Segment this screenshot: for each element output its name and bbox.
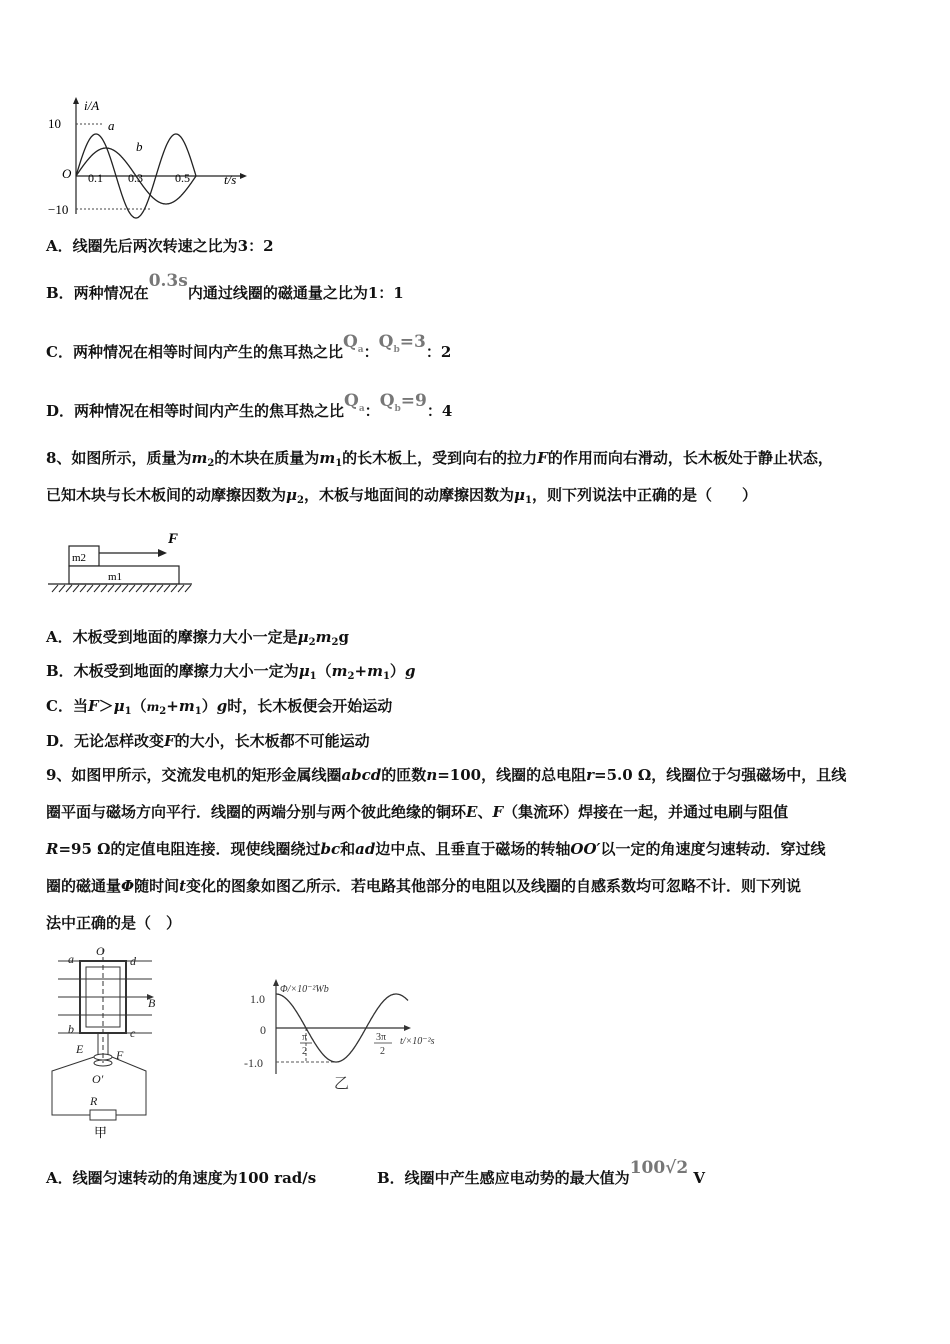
- x-tick-label: 0.3: [128, 171, 143, 185]
- text: 的匝数: [381, 766, 427, 784]
- y-zero-label: 0: [260, 1023, 266, 1037]
- text: B．木板受到地面的摩擦力大小一定为: [46, 662, 299, 680]
- text: C．当: [46, 697, 88, 715]
- q7-d-colon: ：: [364, 402, 380, 420]
- q9-option-b: [377, 1158, 706, 1188]
- x-tick-label: 0.5: [175, 171, 190, 185]
- var-g: g: [338, 628, 349, 646]
- q7-c-sub-b: b: [393, 345, 400, 355]
- sub: 2: [331, 637, 339, 648]
- var: F: [492, 803, 504, 821]
- q9-stem-line-3: [46, 839, 825, 859]
- var: r: [586, 766, 595, 784]
- q8-option-d: [46, 731, 370, 751]
- q8-stem-line-1: [46, 448, 833, 474]
- current-time-graph: [48, 96, 248, 222]
- curve-b-label: b: [136, 139, 143, 154]
- sub: 1: [335, 458, 343, 469]
- var-f: F: [164, 732, 175, 750]
- q7-c-qb: Q: [378, 332, 394, 352]
- var-mu: μ: [286, 486, 297, 504]
- var-mu: μ: [297, 628, 309, 646]
- x-tick-1-den: 2: [302, 1046, 307, 1057]
- label-o: O: [96, 945, 105, 958]
- q9-stem-line-2: [46, 802, 788, 822]
- label-a: a: [68, 952, 74, 966]
- q7-option-d: [46, 391, 453, 429]
- text: =95 Ω的定值电阻连接．现使线圈绕过: [58, 840, 321, 858]
- text: V: [693, 1169, 706, 1187]
- text: ）: [201, 697, 217, 715]
- x-tick-label: 0.1: [88, 171, 103, 185]
- q9-stem-line-5: 法中正确的是（ ）: [46, 914, 182, 932]
- var-mu: μ: [513, 486, 525, 504]
- text: 随时间: [134, 877, 180, 895]
- x-axis-label: t/s: [224, 172, 237, 187]
- label-o-prime: O′: [92, 1072, 104, 1086]
- sub: 1: [382, 671, 390, 682]
- var-f: F: [537, 449, 548, 467]
- var-m: m: [178, 697, 195, 715]
- y-min-label: −10: [48, 202, 69, 217]
- text: （集流环）焊接在一起，并通过电刷与阻值: [503, 803, 789, 821]
- text: 的作用而向右滑动，长木板处于静止状态，: [547, 449, 833, 467]
- text: B．线圈中产生感应电动势的最大值为: [377, 1169, 630, 1187]
- var: E: [466, 803, 478, 821]
- q8-stem-line-2: [46, 485, 757, 511]
- var-g: g: [216, 697, 228, 715]
- q7-d-qb: Q: [379, 391, 395, 411]
- label-f: F: [116, 1048, 124, 1062]
- text: 、: [477, 803, 493, 821]
- label-r: R: [90, 1094, 98, 1108]
- label-e: E: [76, 1042, 84, 1056]
- text: 8、如图所示，质量为: [46, 449, 192, 467]
- q7-c-colon: ：: [363, 343, 379, 361]
- label-b-field: B: [148, 996, 156, 1010]
- curve-a-label: a: [108, 118, 115, 133]
- q7-option-c: [46, 332, 452, 370]
- sub: 2: [308, 637, 316, 648]
- var-m: m: [367, 662, 383, 680]
- q7-d-sub-b: b: [394, 404, 401, 414]
- text: 的木块在质量为: [214, 449, 320, 467]
- var-g: g: [404, 662, 416, 680]
- q7-b-text-post: 内通过线圈的磁通量之比为1：1: [187, 284, 404, 302]
- text: 的大小，长木板都不可能运动: [174, 732, 370, 750]
- var-m: m: [319, 449, 336, 467]
- origin-label: O: [62, 166, 72, 181]
- q7-d-text-post: ：4: [426, 402, 453, 420]
- text: =5.0 Ω，线圈位于匀强磁场中，且线: [594, 766, 847, 784]
- q9-b-formula: 100√2: [629, 1158, 689, 1178]
- var-m: m: [191, 449, 208, 467]
- text: 圈平面与磁场方向平行．线圈的两端分别与两个彼此绝缘的铜环: [46, 803, 467, 821]
- text: 边中点、且垂直于磁场的转轴: [375, 840, 571, 858]
- var: Φ: [121, 877, 135, 895]
- var: R: [46, 840, 59, 858]
- var-m: m: [315, 628, 332, 646]
- x-axis-label: t/×10⁻²s: [400, 1036, 435, 1047]
- force-label: F: [168, 531, 179, 547]
- var: n: [426, 766, 438, 784]
- q8-option-c: [46, 696, 392, 722]
- y-bottom-label: -1.0: [244, 1056, 263, 1070]
- text: 和: [340, 840, 356, 858]
- q9-stem-line-1: [46, 765, 846, 785]
- var-mu: μ: [113, 697, 125, 715]
- figure-caption-yi: 乙: [334, 1076, 350, 1092]
- label-b: b: [68, 1022, 74, 1036]
- q7-option-a: A．线圈先后两次转速之比为3：2: [46, 237, 274, 255]
- x-tick-2-num: 3π: [376, 1032, 387, 1043]
- q7-c-text-pre: C．两种情况在相等时间内产生的焦耳热之比: [46, 343, 343, 361]
- board-m1: [69, 566, 179, 584]
- q7-d-sub-a: a: [358, 404, 365, 414]
- text: ＞: [98, 697, 114, 715]
- generator-figure: [44, 945, 174, 1145]
- q8-option-a: [46, 627, 349, 653]
- var-mu: μ: [298, 662, 310, 680]
- var: OO′: [570, 840, 601, 858]
- label-c: c: [130, 1026, 136, 1040]
- text: （: [131, 697, 147, 715]
- sub: 1: [524, 495, 532, 506]
- sub: 1: [194, 706, 202, 717]
- text: D．无论怎样改变: [46, 732, 165, 750]
- text: ）: [389, 662, 405, 680]
- q7-c-text-post: ：2: [425, 343, 452, 361]
- q7-b-text-pre: B．两种情况在: [46, 284, 149, 302]
- q9-stem-line-4: [46, 876, 801, 896]
- q7-c-sub-a: a: [357, 345, 364, 355]
- sub: 1: [309, 671, 317, 682]
- board-m1-label: m1: [108, 571, 123, 583]
- var: bc: [320, 840, 341, 858]
- text: 时，长木板便会开始运动: [227, 697, 393, 715]
- x-tick-1-num: π: [302, 1032, 308, 1043]
- q7-c-qa: Q: [342, 332, 358, 352]
- x-tick-2-den: 2: [380, 1046, 385, 1057]
- text: ，木板与地面间的动摩擦因数为: [303, 486, 514, 504]
- sub: 2: [159, 706, 167, 717]
- text: =100，线圈的总电阻: [437, 766, 587, 784]
- var: ad: [355, 840, 376, 858]
- blocks-figure: [44, 528, 204, 598]
- text: 已知木块与长木板间的动摩擦因数为: [46, 486, 287, 504]
- q7-c-val: =3: [399, 332, 426, 352]
- text: 以一定的角速度匀速转动．穿过线: [600, 840, 826, 858]
- flux-time-graph: [240, 978, 460, 1096]
- q8-option-b: [46, 661, 415, 687]
- text: +: [354, 662, 368, 680]
- var-m: m: [331, 662, 348, 680]
- sub: 1: [124, 706, 132, 717]
- q7-d-val: =9: [400, 391, 427, 411]
- text: 圈的磁通量: [46, 877, 122, 895]
- text: （: [316, 662, 332, 680]
- y-axis-label: Φ/×10⁻²Wb: [280, 984, 329, 995]
- var-m: m: [146, 700, 160, 714]
- text: 的长木板上，受到向右的拉力: [342, 449, 538, 467]
- y-axis-label: i/A: [84, 98, 100, 113]
- text: 9、如图甲所示，交流发电机的矩形金属线圈: [46, 766, 342, 784]
- q7-d-qa: Q: [344, 391, 359, 411]
- q7-option-b: [46, 271, 404, 303]
- label-d: d: [130, 954, 136, 968]
- text: +: [166, 697, 179, 715]
- var: abcd: [341, 766, 382, 784]
- text: A．木板受到地面的摩擦力大小一定是: [46, 628, 298, 646]
- text: ，则下列说法中正确的是（ ）: [531, 486, 757, 504]
- y-top-label: 1.0: [250, 992, 265, 1006]
- y-max-label: 10: [48, 116, 61, 131]
- var-f: F: [87, 697, 99, 715]
- block-m2-label: m2: [72, 552, 87, 564]
- var: t: [179, 877, 187, 895]
- ground-hatch: [52, 585, 191, 592]
- sub: 2: [297, 495, 304, 506]
- sub: 2: [207, 458, 215, 469]
- sub: 2: [347, 671, 355, 682]
- q7-b-formula: 0.3s: [148, 271, 188, 291]
- figure-caption-jia: 甲: [94, 1125, 108, 1140]
- q7-d-text-pre: D．两种情况在相等时间内产生的焦耳热之比: [46, 402, 345, 420]
- text: 变化的图象如图乙所示．若电路其他部分的电阻以及线圈的自感系数均可忽略不计．则下列说: [186, 877, 802, 895]
- q9-option-a: A．线圈匀速转动的角速度为100 rad/s: [46, 1169, 317, 1187]
